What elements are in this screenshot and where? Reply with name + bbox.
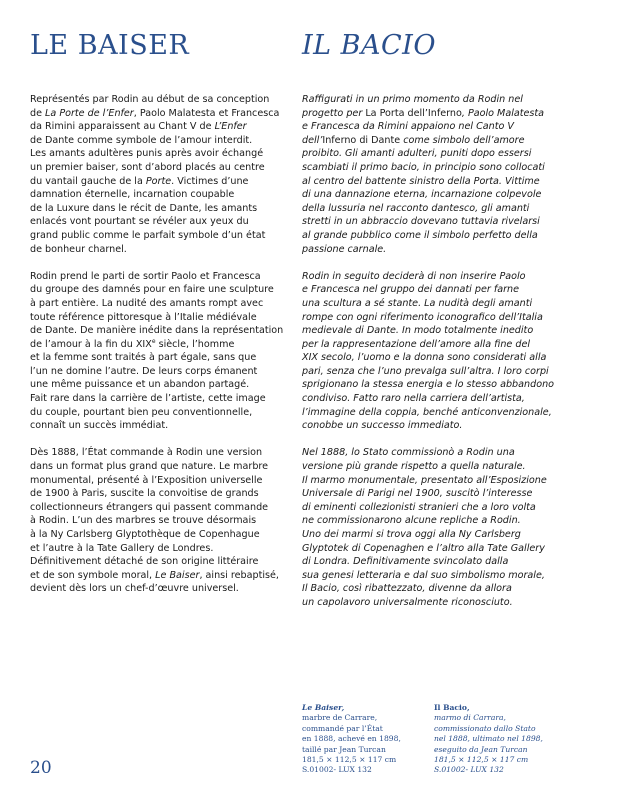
text-line: un capolavoro universalmente riconosciuto. [302, 596, 513, 608]
french-paragraph-2 [30, 270, 312, 433]
text-line: damnation éternelle, incarnation coupable [30, 189, 235, 201]
text-line: de La Porte de l’Enfer, Paolo Malatesta et Francesca [30, 107, 280, 119]
text-line: al grande pubblico come il simbolo perfetto della [302, 229, 538, 241]
text-line: de la Luxure dans le récit de Dante, les amants [30, 202, 258, 214]
caption-line: commandé par l’État [302, 723, 383, 733]
text-line: et de son symbole moral, Le Baiser, ainsi rebaptisé, [30, 569, 279, 581]
caption-line: marmo di Carrara, [434, 713, 506, 723]
text-line: rompe con ogni riferimento iconografico dell’Italia [302, 311, 543, 323]
text-line: Universale di Parigi nel 1900, suscitò l’interesse [302, 488, 533, 500]
text-line: di eminenti collezionisti stranieri che a loro volta [302, 501, 536, 513]
text-line: e Francesca nel gruppo dei dannati per farne [302, 284, 520, 296]
text-line: de bonheur charnel. [30, 243, 127, 255]
artwork-caption-italian [434, 703, 552, 776]
text-line: conobbe un successo immediato. [302, 420, 463, 432]
text-line: grand public comme le parfait symbole d’un état [30, 229, 266, 241]
text-line: ne commissionarono alcune repliche a Rodin. [302, 515, 521, 527]
text-line: sprigionano la stessa energia e lo stesso abbandono [302, 379, 555, 391]
text-line: pari, senza che l’uno prevalga sull’altra. I loro corpi [302, 365, 549, 377]
italian-text-column [302, 93, 602, 623]
text-line: Raffigurati in un primo momento da Rodin nel [302, 94, 523, 105]
text-line: Fait rare dans la carrière de l’artiste, cette image [30, 393, 266, 405]
text-line: Il marmo monumentale, presentato all’Esposizione [302, 474, 547, 486]
text-line: al centro del battente sinistro della Porta. Vittime [302, 175, 540, 187]
text-line: da Rimini apparaissent au Chant V de L’Enfer [30, 121, 247, 133]
french-paragraph-1 [30, 93, 312, 256]
text-line: Uno dei marmi si trova oggi alla Ny Carlsberg [302, 529, 521, 540]
text-line: stretti in un abbraccio dovevano tuttavia rivelarsi [302, 216, 540, 228]
italian-paragraph-1 [302, 93, 602, 256]
text-line: et la femme sont traités à part égale, sans que [30, 352, 257, 364]
text-line: Les amants adultères punis après avoir échangé [30, 148, 264, 160]
caption-line: 181,5 × 112,5 × 117 cm [434, 755, 529, 765]
text-line: scambiati il primo bacio, in principio sono collocati [302, 161, 545, 173]
text-line: de 1900 à Paris, suscite la convoitise de grands [30, 488, 259, 500]
text-line: une même puissance et un abandon partagé. [30, 379, 250, 391]
caption-line: nel 1888, ultimato nel 1898, [434, 734, 543, 744]
title-french: LE BAISER [30, 30, 190, 61]
text-line: condiviso. Fatto raro nella carriera dell’artista, [302, 393, 525, 405]
text-line: e Francesca da Rimini appaiono nel Canto V [302, 121, 514, 133]
caption-line: taillé par Jean Turcan [302, 744, 386, 754]
page-number: 20 [30, 758, 52, 778]
french-text-column [30, 93, 312, 610]
text-line: enlacés vont pourtant se révéler aux yeux du [30, 216, 249, 228]
text-line: XIX secolo, l’uomo e la donna sono considerati alla [302, 352, 547, 364]
caption-title: Le Baiser, [302, 703, 345, 712]
text-line: un premier baiser, sont d’abord placés au centre [30, 161, 265, 173]
text-line: de Dante comme symbole de l’amour interdit. [30, 134, 253, 146]
text-line: devient dès lors un chef-d’œuvre universel. [30, 583, 239, 595]
text-line: Nel 1888, lo Stato commissionò a Rodin una [302, 447, 515, 459]
caption-line: eseguito da Jean Turcan [434, 744, 528, 754]
text-line: Rodin prend le parti de sortir Paolo et Francesca [30, 270, 261, 282]
caption-line: S.01002- LUX 132 [302, 765, 372, 775]
title-italian: IL BACIO [302, 30, 436, 61]
text-line: collectionneurs étrangers qui passent commande [30, 501, 269, 513]
text-line: connaît un succès immédiat. [30, 420, 169, 432]
text-line: l’un ne domine l’autre. De leurs corps émanent [30, 365, 258, 377]
text-line: Dès 1888, l’État commande à Rodin une version [30, 447, 263, 459]
text-line: Il Bacio, così ribattezzato, divenne da allora [302, 583, 512, 595]
text-line: l’immagine della coppia, benché anticonvenzionale, [302, 406, 552, 418]
text-line: proibito. Gli amanti adulteri, puniti dopo essersi [302, 148, 532, 160]
text-line: progetto per La Porta dell’Inferno, Paolo Malatesta [302, 107, 545, 119]
text-line: dans un format plus grand que nature. Le marbre [30, 461, 269, 473]
text-line: et l’autre à la Tate Gallery de Londres. [30, 542, 214, 554]
text-line: à part entière. La nudité des amants rompt avec [30, 297, 264, 309]
text-line: di Londra. Definitivamente svincolato dalla [302, 556, 509, 568]
french-paragraph-3 [30, 446, 312, 596]
caption-title: Il Bacio, [434, 703, 470, 712]
text-line: versione più grande rispetto a quella naturale. [302, 461, 526, 473]
text-line: una scultura a sé stante. La nudità degli amanti [302, 297, 533, 309]
text-line: Définitivement détaché de son origine littéraire [30, 556, 259, 568]
text-line: Glyptotek di Copenaghen e l’altro alla Tate Gallery [302, 542, 545, 554]
artwork-caption-french [302, 703, 420, 776]
caption-line: 181,5 × 112,5 × 117 cm [302, 755, 397, 765]
text-line: passione carnale. [302, 243, 387, 255]
text-line: per la rappresentazione dell’amore alla fine del [302, 338, 531, 350]
caption-line: en 1888, achevé en 1898, [302, 734, 401, 744]
text-line: du couple, pourtant bien peu conventionnelle, [30, 406, 253, 418]
italian-paragraph-3 [302, 446, 602, 609]
italian-paragraph-2 [302, 270, 602, 433]
caption-line: marbre de Carrare, [302, 713, 378, 723]
text-line: Représentés par Rodin au début de sa conception [30, 94, 270, 105]
text-line: monumental, présenté à l’Exposition universelle [30, 474, 263, 486]
caption-line: commissionato dallo Stato [434, 723, 536, 733]
text-line: toute référence pittoresque à l’Italie médiévale [30, 311, 257, 323]
text-line: sua genesi letteraria e dal suo simbolismo morale, [302, 569, 545, 581]
text-line: à Rodin. L’un des marbres se trouve désormais [30, 515, 257, 527]
text-line: di una dannazione eterna, incarnazione colpevole [302, 189, 542, 201]
text-line: du groupe des damnés pour en faire une sculpture [30, 284, 274, 296]
text-line: de Dante. De manière inédite dans la représentation [30, 325, 284, 337]
text-line: de l’amour à la fin du XIXe siècle, l’homme [30, 337, 235, 350]
text-line: medievale di Dante. In modo totalmente inedito [302, 325, 534, 337]
text-line: du vantail gauche de la Porte. Victimes d’une [30, 175, 249, 187]
caption-line: S.01002- LUX 132 [434, 765, 504, 775]
text-line: à la Ny Carlsberg Glyptothèque de Copenhague [30, 529, 260, 540]
text-line: dell’Inferno di Dante come simbolo dell’amore [302, 134, 525, 146]
text-line: della lussuria nel racconto dantesco, gli amanti [302, 202, 530, 214]
text-line: Rodin in seguito deciderà di non inserire Paolo [302, 270, 526, 282]
